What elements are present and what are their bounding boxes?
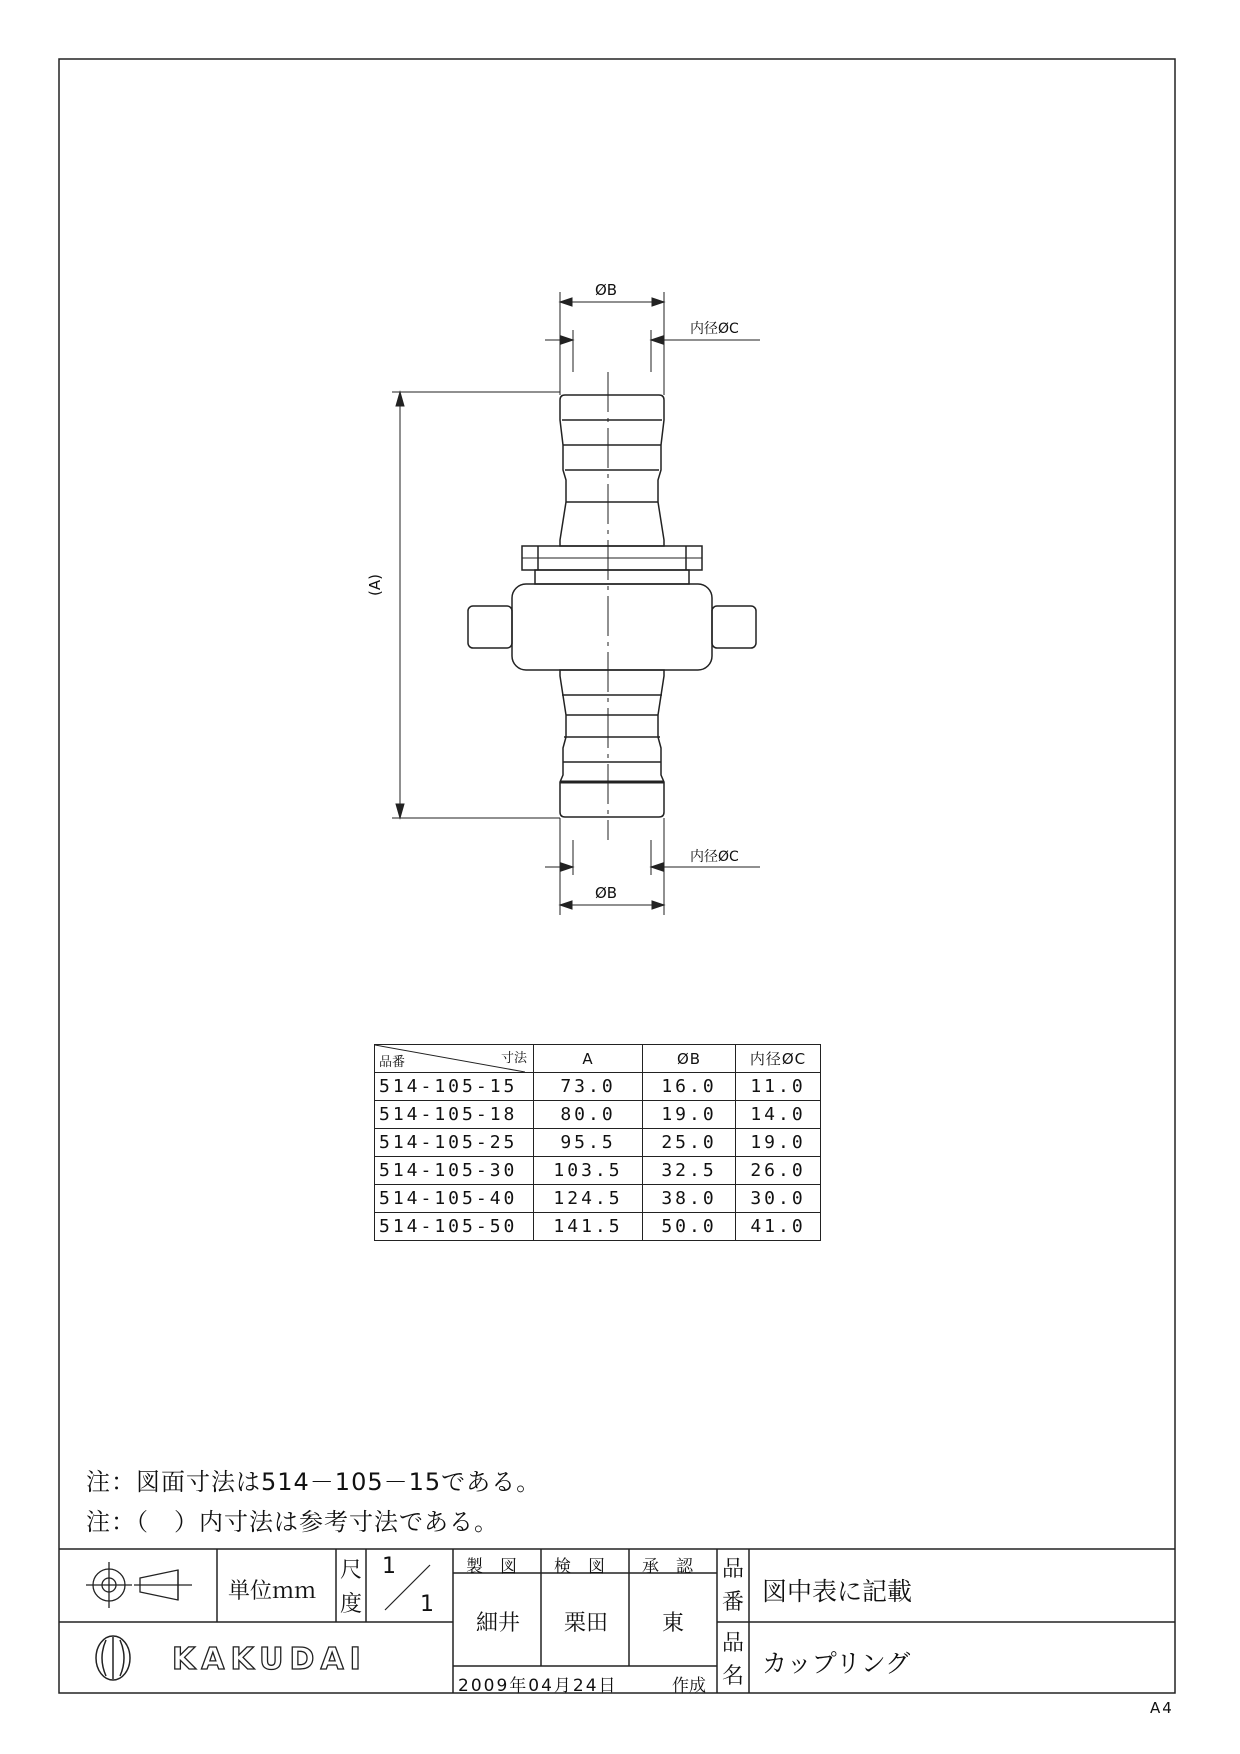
scale-bottom: 1 — [420, 1592, 434, 1617]
dim-c-bottom: 内径ØC — [690, 849, 739, 865]
part-name-label-1: 品 — [722, 1631, 745, 1656]
part-no-label-1: 品 — [722, 1557, 745, 1582]
company-name: KAKUDAI — [172, 1642, 367, 1677]
cell-a: 103.5 — [534, 1157, 643, 1185]
created-date: 2009年04月24日 — [458, 1676, 618, 1696]
scale-label-2: 度 — [340, 1592, 363, 1617]
dimensions — [392, 292, 760, 915]
table-row — [375, 1157, 821, 1185]
table-row — [375, 1185, 821, 1213]
cell-c: 26.0 — [736, 1157, 821, 1185]
cell-b: 38.0 — [643, 1185, 736, 1213]
dimension-table — [374, 1044, 821, 1241]
coupling-body — [512, 584, 712, 670]
approved-by: 東 — [662, 1611, 685, 1636]
column-header-b: ØB — [643, 1045, 736, 1073]
created-label: 作成 — [672, 1676, 706, 1696]
checked-label: 検 図 — [554, 1557, 605, 1577]
part-name-value: カップリング — [762, 1649, 911, 1678]
table-header-corner — [375, 1045, 534, 1073]
cell-b: 50.0 — [643, 1213, 736, 1241]
cell-c: 14.0 — [736, 1101, 821, 1129]
cell-code: 514-105-40 — [375, 1185, 534, 1213]
left-lug — [468, 606, 512, 648]
cell-code: 514-105-30 — [375, 1157, 534, 1185]
third-angle-projection-icon — [86, 1562, 192, 1608]
table-row — [375, 1129, 821, 1157]
approved-label: 承 認 — [642, 1557, 693, 1577]
cell-b: 25.0 — [643, 1129, 736, 1157]
coupling-drawing — [468, 372, 756, 840]
note-2: 注：（ ）内寸法は参考寸法である。 — [86, 1508, 499, 1536]
sheet-size: A4 — [1150, 1699, 1174, 1717]
sheet-border — [59, 59, 1175, 1693]
kakudai-logo — [96, 1636, 130, 1680]
scale-top: 1 — [382, 1554, 396, 1579]
dim-b-top: ØB — [595, 281, 618, 299]
part-name-label-2: 名 — [722, 1664, 745, 1689]
right-lug — [712, 606, 756, 648]
cell-b: 32.5 — [643, 1157, 736, 1185]
note-1: 注：図面寸法は514－105－15である。 — [86, 1468, 542, 1496]
dim-b-bottom: ØB — [595, 884, 618, 902]
cell-a: 95.5 — [534, 1129, 643, 1157]
table-row — [375, 1101, 821, 1129]
column-header-a: A — [534, 1045, 643, 1073]
cell-code: 514-105-15 — [375, 1073, 534, 1101]
cell-a: 73.0 — [534, 1073, 643, 1101]
unit-label: 単位ｍｍ — [228, 1579, 317, 1604]
header-corner-top: 寸法 — [500, 1051, 527, 1066]
cell-a: 80.0 — [534, 1101, 643, 1129]
scale-label-1: 尺 — [340, 1558, 363, 1583]
drawn-by: 細井 — [476, 1611, 521, 1636]
column-header-c: 内径ØC — [736, 1045, 821, 1073]
table-row — [375, 1073, 821, 1101]
checked-by: 栗田 — [564, 1611, 609, 1636]
cell-c: 19.0 — [736, 1129, 821, 1157]
cell-b: 19.0 — [643, 1101, 736, 1129]
part-no-value: 図中表に記載 — [762, 1577, 913, 1606]
cell-c: 41.0 — [736, 1213, 821, 1241]
dim-a: (A) — [366, 574, 384, 596]
cell-b: 16.0 — [643, 1073, 736, 1101]
cell-c: 11.0 — [736, 1073, 821, 1101]
table-header-row — [375, 1045, 821, 1073]
part-no-label-2: 番 — [722, 1590, 745, 1615]
cell-a: 124.5 — [534, 1185, 643, 1213]
drawn-label: 製 図 — [466, 1557, 517, 1577]
cell-code: 514-105-50 — [375, 1213, 534, 1241]
cell-a: 141.5 — [534, 1213, 643, 1241]
cell-code: 514-105-25 — [375, 1129, 534, 1157]
table-row — [375, 1213, 821, 1241]
cell-c: 30.0 — [736, 1185, 821, 1213]
header-corner-bottom: 品番 — [379, 1055, 406, 1070]
lower-barb — [560, 670, 664, 817]
cell-code: 514-105-18 — [375, 1101, 534, 1129]
dim-c-top: 内径ØC — [690, 321, 739, 337]
